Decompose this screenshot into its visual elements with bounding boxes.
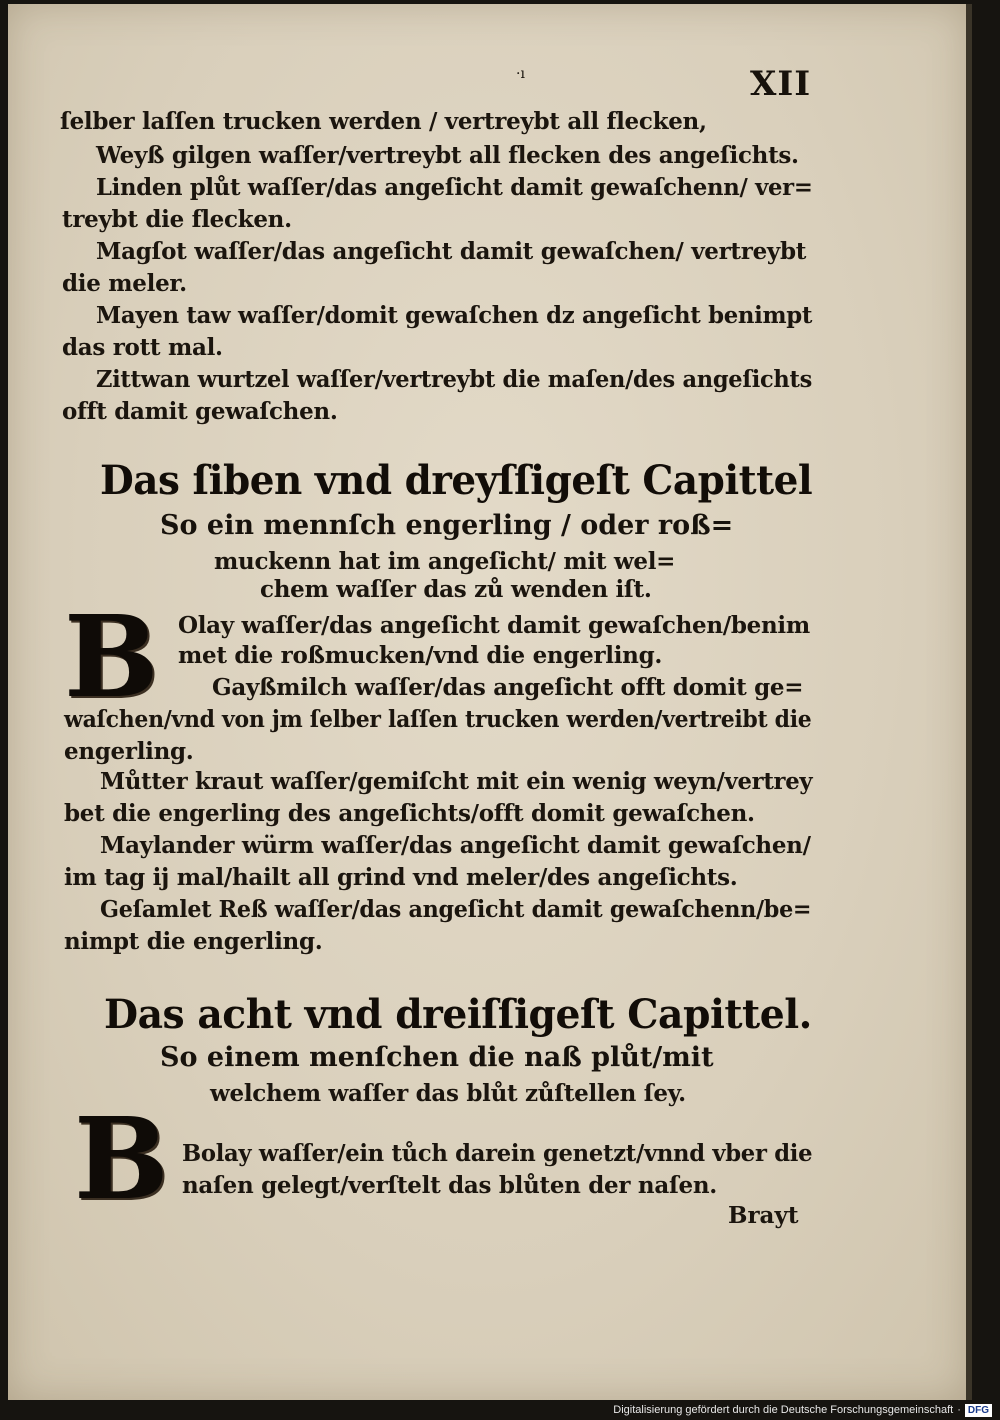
body-line: Geſamlet Reß waſſer/das angeſicht damit gewaſchenn/be= [100,896,812,923]
body-line: im tag ij mal/hailt all grind vnd meler/des angeſichts. [64,864,738,891]
text-line: Mayen taw waſſer/domit gewaſchen dz angeſicht benimpt [96,302,813,329]
body-line: Bolay waſſer/ein tůch darein genetzt/vnnd vber die [182,1140,813,1167]
body-line: engerling. [64,738,194,765]
page-edge [966,4,972,1400]
body-line: waſchen/vnd von jm ſelber laſſen trucken werden/vertreibt die [64,706,812,733]
text-line: die meler. [62,270,187,297]
text-line: Zittwan wurtzel waſſer/vertreybt die maſen/des angeſichts [96,366,812,393]
text-line: Magſot waſſer/das angeſicht damit gewaſchen/ vertreybt [96,238,807,265]
footer-separator-dot: · [957,1404,961,1416]
text-line: Weyß gilgen waſſer/vertreybt all flecken des angeſichts. [96,142,799,169]
body-line: naſen gelegt/verſtelt das blůten der naſen. [182,1172,718,1199]
ink-speck: ·ı [516,66,525,82]
text-line: offt damit gewaſchen. [62,398,338,425]
folio-number: XII [750,64,812,104]
chapter-37-subtitle-line: muckenn hat im angeſicht/ mit wel= [214,548,676,575]
chapter-37-title: Das ſiben vnd dreyſſigeſt Capittel [100,457,813,504]
footer-text: Digitalisierung gefördert durch die Deutsche Forschungsgemeinschaft [613,1404,954,1416]
chapter-38-subtitle-line: welchem waſſer das blůt zůſtellen ſey. [210,1080,686,1107]
text-line: Linden plůt waſſer/das angeſicht damit gewaſchenn/ ver= [96,174,813,201]
body-line: nimpt die engerling. [64,928,323,955]
chapter-38-subtitle-line: So einem menſchen die naß plůt/mit [160,1042,714,1073]
chapter-38-initial: B [74,1094,169,1225]
chapter-37-initial: B [64,592,159,723]
body-line: Olay waſſer/das angeſicht damit gewaſchen/benim [178,612,810,639]
chapter-37-subtitle-line: chem waſſer das zů wenden iſt. [260,576,652,603]
catchword: Brayt [728,1202,799,1229]
chapter-38-title: Das acht vnd dreiſſigeſt Capittel. [104,991,812,1038]
body-line: bet die engerling des angeſichts/offt domit gewaſchen. [64,800,755,827]
digitization-footer [613,1402,992,1418]
text-line: treybt die flecken. [62,206,292,233]
body-line: Gayßmilch waſſer/das angeſicht offt domit ge= [212,674,804,701]
body-line: Maylander würm waſſer/das angeſicht damit gewaſchen/ [100,832,811,859]
body-line: Můtter kraut waſſer/gemiſcht mit ein wenig weyn/vertrey [100,768,813,795]
text-line: das rott mal. [62,334,223,361]
dfg-logo-icon[interactable]: DFG [965,1404,992,1417]
text-line: ſelber laſſen trucken werden / vertreybt all flecken, [60,108,707,135]
body-line: met die roßmucken/vnd die engerling. [178,642,663,669]
chapter-37-subtitle-line: So ein mennſch engerling / oder roß= [160,510,734,541]
